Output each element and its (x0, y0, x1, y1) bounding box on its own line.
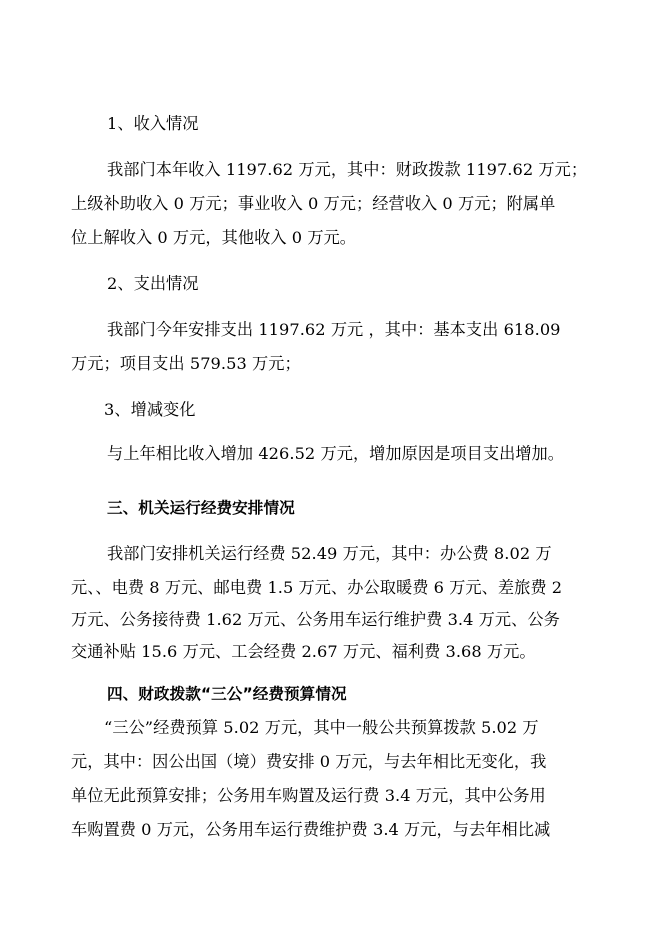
paragraph-line: 元、、电费 8 万元、邮电费 1.5 万元、办公取暖费 6 万元、差旅费 2 (71, 578, 563, 597)
paragraph-line: “三公”经费预算 5.02 万元，其中一般公共预算拨款 5.02 万 (104, 718, 539, 737)
paragraph-line: 我部门本年收入 1197.62 万元，其中：财政拨款 1197.62 万元； (107, 160, 588, 179)
paragraph-line: 上级补助收入 0 万元；事业收入 0 万元；经营收入 0 万元；附属单 (71, 194, 556, 213)
paragraph-line: 交通补贴 15.6 万元、工会经费 2.67 万元、福利费 3.68 万元。 (71, 642, 536, 661)
subheading-change: 3、增减变化 (104, 400, 196, 419)
subheading-income: 1、收入情况 (107, 114, 199, 133)
paragraph-line: 万元；项目支出 579.53 万元； (71, 354, 301, 373)
paragraph-line: 单位无此预算安排；公务用车购置及运行费 3.4 万元，其中公务用 (71, 786, 546, 805)
paragraph-line: 我部门安排机关运行经费 52.49 万元，其中：办公费 8.02 万 (107, 544, 552, 563)
paragraph-line: 我部门今年安排支出 1197.62 万元 ，其中：基本支出 618.09 (107, 320, 561, 339)
paragraph-line: 位上解收入 0 万元，其他收入 0 万元。 (71, 228, 357, 247)
paragraph-line: 万元、公务接待费 1.62 万元、公务用车运行维护费 3.4 万元、公务 (71, 610, 560, 629)
subheading-expenditure: 2、支出情况 (107, 274, 199, 293)
paragraph-line: 与上年相比收入增加 426.52 万元，增加原因是项目支出增加。 (107, 444, 565, 463)
paragraph-line: 元，其中：因公出国（境）费安排 0 万元，与去年相比无变化，我 (71, 752, 547, 771)
paragraph-line: 车购置费 0 万元，公务用车运行费维护费 3.4 万元，与去年相比减 (71, 820, 551, 839)
section-heading-operating-expenses: 三、机关运行经费安排情况 (107, 499, 295, 517)
section-heading-three-public-expenses: 四、财政拨款“三公”经费预算情况 (107, 685, 347, 703)
